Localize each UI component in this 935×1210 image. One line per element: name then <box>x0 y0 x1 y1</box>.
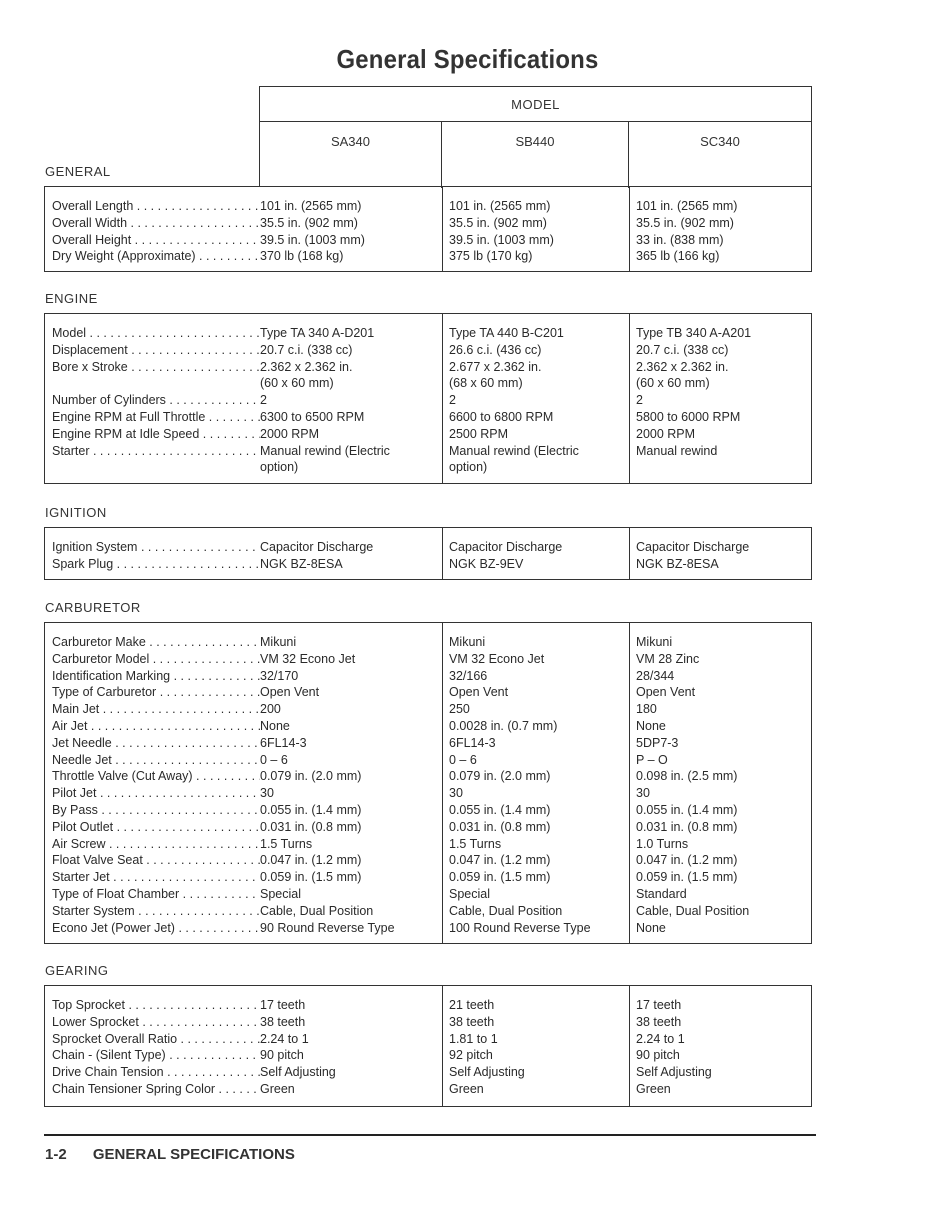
spec-row <box>52 920 442 937</box>
spec-label: Air Screw . . . <box>52 836 260 853</box>
spec-table-carburetor <box>44 622 812 944</box>
spec-value: 90 pitch <box>260 1048 304 1063</box>
spec-table-general <box>44 186 812 272</box>
spec-value: 200 <box>260 702 281 717</box>
spec-label: Dry Weight (Approximate) . . . <box>52 248 260 265</box>
column-sb440 <box>442 623 629 943</box>
spec-label: Type of Carburetor . . . <box>52 684 260 701</box>
model-column-sa340: SA340 <box>330 134 371 149</box>
spec-value: 0.059 in. (1.5 mm) <box>449 870 551 885</box>
spec-value: NGK BZ-9EV <box>449 556 524 571</box>
spec-value: Green <box>260 1081 295 1096</box>
column-sc340 <box>629 314 811 483</box>
footer-section-title: GENERAL SPECIFICATIONS <box>92 1146 295 1163</box>
spec-label: Engine RPM at Idle Speed . . . <box>52 426 260 443</box>
spec-label: Spark Plug . . . <box>52 556 260 573</box>
spec-label: Sprocket Overall Ratio . . . <box>52 1031 260 1048</box>
spec-value: VM 28 Zinc <box>636 651 700 666</box>
spec-row <box>52 869 442 886</box>
spec-label: Econo Jet (Power Jet) . . . <box>52 920 260 937</box>
spec-row <box>52 1047 442 1064</box>
spec-row <box>52 819 442 836</box>
spec-row <box>52 1031 442 1048</box>
spec-value: 21 teeth <box>449 998 495 1012</box>
spec-value: Self Adjusting <box>636 1065 712 1080</box>
spec-label: Displacement . . . <box>52 342 260 359</box>
spec-row <box>52 668 442 685</box>
spec-value: Capacitor Discharge <box>636 540 750 554</box>
spec-value: option) <box>260 460 299 475</box>
spec-value: 2.362 x 2.362 in. <box>260 359 353 374</box>
spec-value: 2000 RPM <box>260 426 320 441</box>
spec-value: Cable, Dual Position <box>449 903 563 918</box>
spec-value: 5800 to 6000 RPM <box>636 409 741 424</box>
spec-value: VM 32 Econo Jet <box>260 651 356 666</box>
spec-label: Ignition System . . . <box>52 539 260 556</box>
spec-row <box>52 701 442 718</box>
spec-value: 0.079 in. (2.0 mm) <box>260 769 362 784</box>
spec-value: 2500 RPM <box>449 426 509 441</box>
spec-row <box>52 1014 442 1031</box>
footer-page-number: 1-2 <box>45 1146 67 1163</box>
spec-row <box>52 768 442 785</box>
spec-value <box>636 459 811 476</box>
spec-label: Number of Cylinders . . . <box>52 392 260 409</box>
spec-value: 39.5 in. (1003 mm) <box>260 232 365 247</box>
spec-value: 1.5 Turns <box>260 836 313 851</box>
spec-value: 90 pitch <box>636 1048 680 1063</box>
spec-value: 90 Round Reverse Type <box>260 920 395 935</box>
spec-row <box>52 232 442 249</box>
spec-value: Green <box>449 1081 484 1096</box>
spec-value: 0 – 6 <box>260 752 288 767</box>
spec-value: NGK BZ-8ESA <box>636 556 719 571</box>
spec-label: Chain - (Silent Type) . . . <box>52 1047 260 1064</box>
spec-value: 2.677 x 2.362 in. <box>449 359 542 374</box>
spec-row <box>52 539 442 556</box>
spec-label: Top Sprocket . . . <box>52 997 260 1014</box>
column-sb440 <box>442 187 629 271</box>
spec-value: Type TA 340 A-D201 <box>260 326 375 340</box>
spec-row <box>52 802 442 819</box>
spec-value: NGK BZ-8ESA <box>260 556 343 571</box>
section-label-carburetor: CARBURETOR <box>45 600 141 615</box>
spec-value: 1.5 Turns <box>449 836 502 851</box>
spec-value: 38 teeth <box>636 1014 682 1029</box>
spec-value: Type TB 340 A-A201 <box>636 326 752 340</box>
column-sc340 <box>629 986 811 1106</box>
spec-row <box>52 556 442 573</box>
spec-value: Cable, Dual Position <box>260 903 374 918</box>
spec-value: Self Adjusting <box>449 1065 525 1080</box>
spec-value: 6FL14-3 <box>260 735 307 750</box>
spec-value: Open Vent <box>636 685 696 700</box>
spec-value: 20.7 c.i. (338 cc) <box>636 342 729 357</box>
spec-value: Manual rewind (Electric <box>449 443 579 458</box>
spec-value: 2 <box>260 393 267 408</box>
spec-value: 30 <box>449 786 463 801</box>
spec-value: 0.098 in. (2.5 mm) <box>636 769 738 784</box>
spec-row <box>52 325 442 342</box>
spec-row <box>52 1064 442 1081</box>
spec-value: Capacitor Discharge <box>260 540 374 554</box>
spec-value: 370 lb (168 kg) <box>260 249 344 264</box>
spec-value: 0.0028 in. (0.7 mm) <box>449 718 558 733</box>
spec-value: 2.24 to 1 <box>636 1031 685 1046</box>
spec-value: 28/344 <box>636 668 675 683</box>
spec-value: None <box>636 920 666 935</box>
spec-label: Carburetor Model . . . <box>52 651 260 668</box>
spec-label: Overall Height . . . <box>52 232 260 249</box>
spec-value: 2 <box>449 393 456 408</box>
spec-value: Capacitor Discharge <box>449 540 563 554</box>
spec-table-ignition <box>44 527 812 580</box>
spec-row <box>52 426 442 443</box>
spec-value: 1.0 Turns <box>636 836 689 851</box>
section-label-gearing: GEARING <box>45 963 109 978</box>
column-sb440 <box>442 314 629 483</box>
spec-row <box>52 684 442 701</box>
spec-value: VM 32 Econo Jet <box>449 651 545 666</box>
spec-value: 101 in. (2565 mm) <box>449 199 551 213</box>
spec-label: Float Valve Seat . . . <box>52 852 260 869</box>
spec-value: P – O <box>636 752 668 767</box>
spec-value: (60 x 60 mm) <box>260 376 334 391</box>
spec-value: Special <box>449 886 490 901</box>
spec-value: 32/170 <box>260 668 299 683</box>
spec-label: Type of Float Chamber . . . <box>52 886 260 903</box>
spec-value: 365 lb (166 kg) <box>636 249 720 264</box>
column-sa340 <box>45 986 442 1106</box>
section-label-engine: ENGINE <box>45 291 98 306</box>
spec-label: Carburetor Make . . . <box>52 634 260 651</box>
section-label-general: GENERAL <box>45 164 111 179</box>
spec-value: 38 teeth <box>260 1014 306 1029</box>
column-sc340 <box>629 623 811 943</box>
spec-value: 0.031 in. (0.8 mm) <box>260 819 362 834</box>
spec-value: 39.5 in. (1003 mm) <box>449 232 554 247</box>
spec-label: Identification Marking . . . <box>52 668 260 685</box>
spec-value: Manual rewind (Electric <box>260 443 390 458</box>
spec-row <box>52 836 442 853</box>
spec-value: 20.7 c.i. (338 cc) <box>260 342 353 357</box>
spec-label: Starter . . . <box>52 443 260 460</box>
spec-value: 0 – 6 <box>449 752 477 767</box>
spec-value: 30 <box>636 786 650 801</box>
spec-value: 180 <box>636 702 657 717</box>
spec-value: 0.031 in. (0.8 mm) <box>636 819 738 834</box>
spec-value: Mikuni <box>260 635 297 649</box>
spec-value: Self Adjusting <box>260 1065 336 1080</box>
spec-value: 0.047 in. (1.2 mm) <box>636 853 738 868</box>
spec-value: 35.5 in. (902 mm) <box>449 215 547 230</box>
spec-label: Pilot Outlet . . . <box>52 819 260 836</box>
spec-row <box>52 215 442 232</box>
spec-value: 92 pitch <box>449 1048 493 1063</box>
spec-value: 0.079 in. (2.0 mm) <box>449 769 551 784</box>
spec-value: Open Vent <box>260 685 320 700</box>
column-sc340 <box>629 528 811 579</box>
column-sa340 <box>45 623 442 943</box>
spec-label: Starter Jet . . . <box>52 869 260 886</box>
spec-value: 0.055 in. (1.4 mm) <box>260 802 362 817</box>
spec-label: Overall Width . . . <box>52 215 260 232</box>
spec-value: 0.055 in. (1.4 mm) <box>449 802 551 817</box>
spec-value: 38 teeth <box>449 1014 495 1029</box>
model-column-sc340: SC340 <box>628 122 811 188</box>
spec-value: 6300 to 6500 RPM <box>260 409 365 424</box>
spec-row <box>52 752 442 769</box>
spec-label: By Pass . . . <box>52 802 260 819</box>
spec-value: Mikuni <box>449 635 486 649</box>
spec-row <box>52 634 442 651</box>
spec-value: 17 teeth <box>636 998 682 1012</box>
spec-value: 5DP7-3 <box>636 735 679 750</box>
spec-value: 101 in. (2565 mm) <box>260 199 362 213</box>
spec-value: Cable, Dual Position <box>636 903 750 918</box>
spec-label: Jet Needle . . . <box>52 735 260 752</box>
spec-label: Bore x Stroke . . . <box>52 359 260 376</box>
spec-row <box>52 248 442 265</box>
spec-value: 2.362 x 2.362 in. <box>636 359 729 374</box>
spec-label: Overall Length . . . <box>52 198 260 215</box>
spec-value: 2000 RPM <box>636 426 696 441</box>
page-title: General Specifications <box>336 44 599 74</box>
spec-value: 101 in. (2565 mm) <box>636 199 738 213</box>
spec-value: 0.059 in. (1.5 mm) <box>260 870 362 885</box>
model-column-sb440: SB440 <box>441 122 628 188</box>
spec-value: 375 lb (170 kg) <box>449 249 533 264</box>
spec-value: Standard <box>636 886 687 901</box>
column-sa340 <box>45 187 442 271</box>
spec-value: 1.81 to 1 <box>449 1031 498 1046</box>
model-header <box>259 86 812 186</box>
spec-value: Mikuni <box>636 635 673 649</box>
spec-value: 35.5 in. (902 mm) <box>636 215 734 230</box>
spec-value: 100 Round Reverse Type <box>449 920 591 935</box>
spec-value: (68 x 60 mm) <box>449 376 523 391</box>
column-sc340 <box>629 187 811 271</box>
spec-label: Needle Jet . . . <box>52 752 260 769</box>
spec-value: 6FL14-3 <box>449 735 496 750</box>
spec-row <box>52 718 442 735</box>
spec-value: 0.047 in. (1.2 mm) <box>449 853 551 868</box>
spec-row <box>52 651 442 668</box>
spec-value: Type TA 440 B-C201 <box>449 326 564 340</box>
column-sb440 <box>442 986 629 1106</box>
spec-value: Green <box>636 1081 671 1096</box>
spec-value: 0.031 in. (0.8 mm) <box>449 819 551 834</box>
spec-label: Model . . . <box>52 325 260 342</box>
spec-value: 26.6 c.i. (436 cc) <box>449 342 542 357</box>
spec-row <box>52 997 442 1014</box>
spec-label: Chain Tensioner Spring Color . . . <box>52 1081 260 1098</box>
column-sb440 <box>442 528 629 579</box>
spec-value: Open Vent <box>449 685 509 700</box>
spec-label: Engine RPM at Full Throttle . . . <box>52 409 260 426</box>
spec-value: Special <box>260 886 301 901</box>
spec-value: 0.059 in. (1.5 mm) <box>636 870 738 885</box>
spec-table-engine <box>44 313 812 484</box>
spec-value: 33 in. (838 mm) <box>636 232 724 247</box>
model-group-label: MODEL <box>260 87 811 122</box>
page-footer <box>45 1146 295 1163</box>
column-sa340 <box>45 314 442 483</box>
spec-row <box>52 785 442 802</box>
spec-value: None <box>636 718 666 733</box>
spec-row <box>52 852 442 869</box>
spec-value: option) <box>449 460 488 475</box>
spec-label: Drive Chain Tension . . . <box>52 1064 260 1081</box>
spec-value: Manual rewind <box>636 443 718 458</box>
spec-value: 6600 to 6800 RPM <box>449 409 554 424</box>
footer-divider <box>44 1134 816 1136</box>
spec-row <box>52 1081 442 1098</box>
spec-label: Lower Sprocket . . . <box>52 1014 260 1031</box>
spec-value: 250 <box>449 702 470 717</box>
spec-value: 0.055 in. (1.4 mm) <box>636 802 738 817</box>
section-label-ignition: IGNITION <box>45 505 107 520</box>
spec-row <box>52 886 442 903</box>
spec-row <box>52 903 442 920</box>
spec-row <box>52 198 442 215</box>
spec-value: 17 teeth <box>260 998 306 1012</box>
spec-row <box>52 443 442 460</box>
spec-table-gearing <box>44 985 812 1107</box>
spec-label: Throttle Valve (Cut Away) . . . <box>52 768 260 785</box>
spec-value: 30 <box>260 786 274 801</box>
spec-value: 2.24 to 1 <box>260 1031 309 1046</box>
spec-label: Pilot Jet . . . <box>52 785 260 802</box>
spec-label: Starter System . . . <box>52 903 260 920</box>
spec-row <box>52 375 442 392</box>
spec-value: 32/166 <box>449 668 488 683</box>
column-sa340 <box>45 528 442 579</box>
spec-value: None <box>260 718 290 733</box>
spec-row <box>52 735 442 752</box>
spec-row <box>52 392 442 409</box>
spec-row <box>52 409 442 426</box>
spec-value: 35.5 in. (902 mm) <box>260 215 358 230</box>
spec-row <box>52 359 442 376</box>
spec-value: 0.047 in. (1.2 mm) <box>260 853 362 868</box>
spec-row <box>52 342 442 359</box>
spec-label: Air Jet . . . <box>52 718 260 735</box>
spec-label: Main Jet . . . <box>52 701 260 718</box>
spec-row <box>52 459 442 476</box>
spec-value: 2 <box>636 393 643 408</box>
spec-value: (60 x 60 mm) <box>636 376 710 391</box>
